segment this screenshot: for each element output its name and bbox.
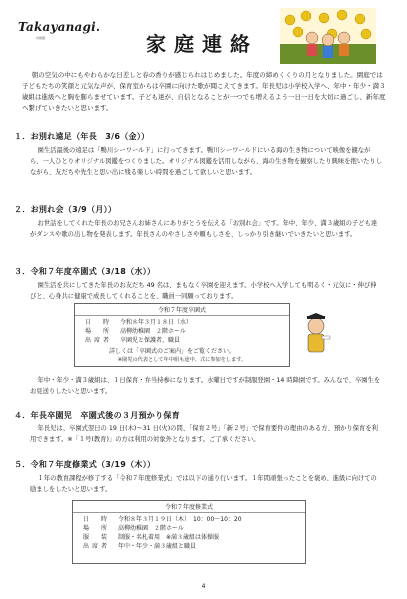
table-row xyxy=(79,524,246,533)
logo-subtitle: 幼稚園 xyxy=(36,36,46,40)
closing-ceremony-box xyxy=(72,500,306,564)
kindergarten-logo: Takayanagi. xyxy=(18,20,101,34)
section-4-heading: ４．年長卒園児 卒園式後の３月預かり保育 xyxy=(14,411,180,420)
page-title: 家庭連絡 xyxy=(146,32,258,56)
value: 高柳幼稚園 ２階ホール xyxy=(120,328,186,335)
label: 出席者 xyxy=(85,337,113,344)
table-row xyxy=(81,336,196,345)
label: 場 所 xyxy=(85,328,113,335)
section-5-body: １年の教育課程が修了する「令和７年度修業式」では以下の通り行います。１年間頑張ったことを褒め、進級に向けての励ましをしたいと思います。 xyxy=(30,475,377,493)
table-row xyxy=(79,542,246,551)
section-5-heading: ５．令和７年度修業式（3/19（木）） xyxy=(14,460,156,469)
graduation-footnote: ※園児の代表として年中組も途中、式に参加をします。 xyxy=(117,357,247,363)
label: 日 時 xyxy=(85,319,113,326)
section-3-after: 年中・年少・満３歳組は、１日保育・弁当持参になります。水曜日ですが制服登園・14 時降園です。みんなで、卒園生をお見送りしたいと思います。 xyxy=(30,377,381,395)
section-1-heading: １．お別れ遠足（年長 3/6（金）） xyxy=(14,132,150,141)
page-number: 4 xyxy=(201,583,206,590)
value: 高柳幼稚園 ２階ホール xyxy=(118,525,184,532)
value: 制服・名札着用 ※満３歳組は体操服 xyxy=(118,534,220,541)
graduate-child-illustration xyxy=(298,312,334,356)
section-1-body: 園生活最後の遠足は「鴨川シーワールド」に行ってきます。鴨川シーワールドにいる海の生き物について映像を観ながら、一人ひとりオリジナル図鑑をつくりました。オリジナル図鑑を活用しながら、海の生き物を観察したり興味を抱いたりしながら、友だちや先生と思い出に残る楽しい時間を過ごして欲しいと思います。 xyxy=(30,147,382,176)
section-2-heading: ２．お別れ会（3/9（月）） xyxy=(14,205,117,214)
graduation-detail-note: 詳しくは「卒園式のご案内」をご覧ください。 xyxy=(109,348,236,355)
table-row xyxy=(79,515,246,524)
section-3-body: 園生活を共にしてきた年長のお友だち 49 名は、まもなく卒園を迎えます。小学校へ入学しても明るく・元気に・伸び伸びと、心身共に健康で成長してくれることを、職員一同願っております。 xyxy=(30,282,377,300)
label: 場 所 xyxy=(83,525,111,532)
label: 日 時 xyxy=(83,516,111,523)
value: 年中・年少・満３歳組と職員 xyxy=(118,543,197,550)
label: 出席者 xyxy=(83,543,111,550)
intro-paragraph: 朝の空気の中にもやわらかな日差しと春の香りが感じられはじめました。年度の締めくくりの月となりました。園庭では子どもたちの笑顔と元気な声が、保育室からは卒園に向けた歌が聞こえてきます。年長児は小学校入学へ、年中・年少・満３歳組は進級へと胸を膨らませています。子ども達が、自信となることが一つでも増えるよう一日一日を大切に過ごし、新年度へ繋げていきたいと思います。 xyxy=(22,71,386,112)
value: 卒園児と保護者、職員 xyxy=(120,337,181,344)
value: 令和８年３月１８日（水） xyxy=(120,319,193,326)
value: 令和８年３月１９日（木） 10：00～10：20 xyxy=(118,516,242,523)
section-3-heading: ３．令和７年度卒園式（3/18（水）） xyxy=(14,267,156,276)
table-row xyxy=(79,533,246,542)
graduation-details-table xyxy=(81,318,196,345)
closing-box-caption: 令和７年度修業式 xyxy=(73,501,305,513)
children-flowers-illustration xyxy=(280,8,376,64)
label: 服 装 xyxy=(83,534,111,541)
graduation-box-caption: 令和７年度卒園式 xyxy=(75,304,289,316)
graduation-ceremony-box xyxy=(74,303,290,367)
table-row xyxy=(81,318,196,327)
table-row xyxy=(81,327,196,336)
section-2-body: お世話をしてくれた年長のお兄さんお姉さんにありがとうを伝える「お別れ会」です。年中、年少、満３歳組の子ども達がダンスや歌の出し物を発表します。年長さんのやさしさや頼もしさを、しっかり引き継いでいきたいと思います。 xyxy=(30,220,378,238)
section-4-body: 年長児は、卒園式翌日の 19 日(木)～31 日(火)の間、「保育２号」「新２号」で保育要件の理由のある方、預かり保育を利用できます。※「１号(教育)」の方は利用の対象外となります。ご了承ください。 xyxy=(30,425,378,443)
closing-details-table xyxy=(79,515,246,551)
